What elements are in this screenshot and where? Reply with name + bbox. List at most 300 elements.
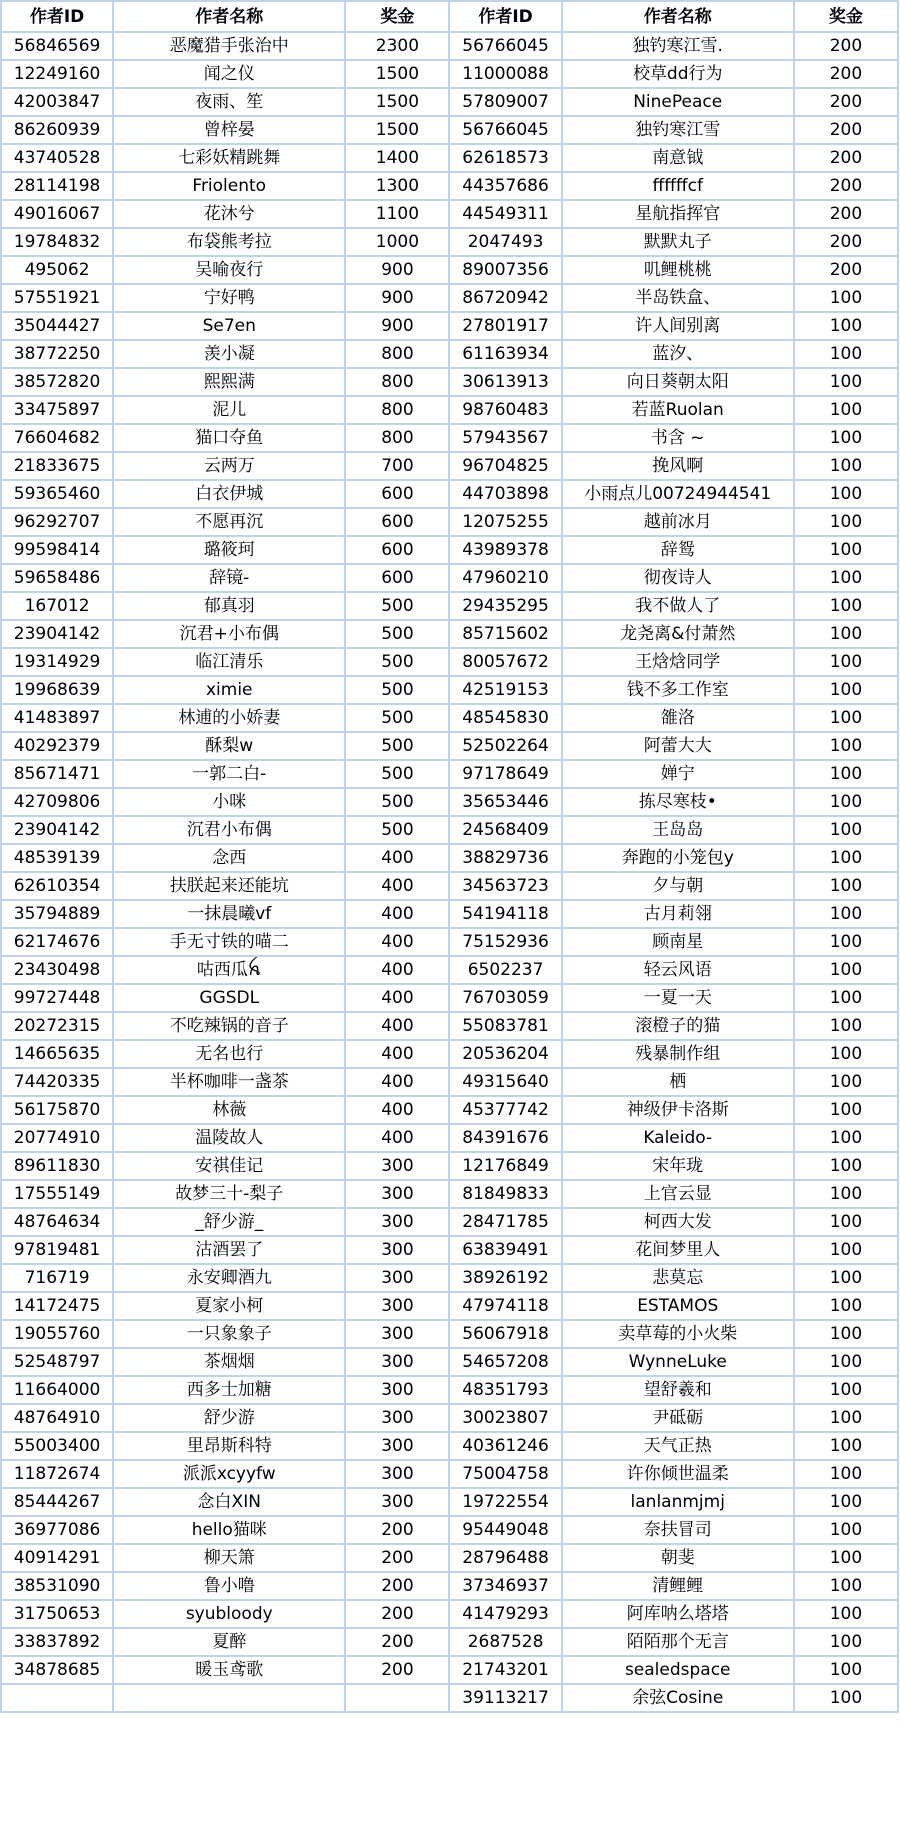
author-id-cell: 28114198	[1, 172, 113, 200]
author-id-cell: 35653446	[449, 788, 561, 816]
prize-cell: 100	[794, 284, 898, 312]
author-name-cell: 酥梨w	[113, 732, 345, 760]
author-name-cell: Friolento	[113, 172, 345, 200]
author-name-cell: 婵宁	[562, 760, 794, 788]
author-name-cell: 温陵故人	[113, 1124, 345, 1152]
author-id-cell: 2047493	[449, 228, 561, 256]
prize-cell: 1400	[345, 144, 449, 172]
author-name-cell: 璐筱珂	[113, 536, 345, 564]
prize-cell: 300	[345, 1320, 449, 1348]
author-id-cell: 27801917	[449, 312, 561, 340]
author-id-cell: 98760483	[449, 396, 561, 424]
table-row	[1, 816, 898, 844]
author-id-cell: 21743201	[449, 1656, 561, 1684]
prize-cell: 400	[345, 844, 449, 872]
table-row	[1, 480, 898, 508]
prize-cell: 200	[794, 60, 898, 88]
prize-cell: 100	[794, 480, 898, 508]
author-name-cell: 雒洛	[562, 704, 794, 732]
author-name-cell: 南意钺	[562, 144, 794, 172]
prize-cell: 600	[345, 480, 449, 508]
prize-cell: 200	[345, 1628, 449, 1656]
author-name-cell: 柯西大发	[562, 1208, 794, 1236]
author-name-cell: 望舒羲和	[562, 1376, 794, 1404]
prize-cell: 100	[794, 732, 898, 760]
author-id-cell: 11872674	[1, 1460, 113, 1488]
author-name-cell: 云两万	[113, 452, 345, 480]
author-name-cell: 安祺佳记	[113, 1152, 345, 1180]
author-id-cell: 38829736	[449, 844, 561, 872]
author-id-cell: 19968639	[1, 676, 113, 704]
author-name-cell: 吴喻夜行	[113, 256, 345, 284]
author-name-cell: 手无寸铁的喵二	[113, 928, 345, 956]
author-name-cell: 曾梓晏	[113, 116, 345, 144]
author-id-cell: 2687528	[449, 1628, 561, 1656]
author-id-cell: 95449048	[449, 1516, 561, 1544]
author-name-cell: _舒少游_	[113, 1208, 345, 1236]
table-row	[1, 200, 898, 228]
table-row	[1, 340, 898, 368]
author-name-cell: 西多士加糖	[113, 1376, 345, 1404]
prize-cell: 200	[345, 1572, 449, 1600]
author-name-cell: ximie	[113, 676, 345, 704]
author-name-cell: 尹砥砺	[562, 1404, 794, 1432]
author-name-cell: 栖	[562, 1068, 794, 1096]
table-row	[1, 844, 898, 872]
table-row	[1, 928, 898, 956]
header-prize: 奖金	[794, 1, 898, 32]
author-id-cell: 716719	[1, 1264, 113, 1292]
author-id-cell: 42709806	[1, 788, 113, 816]
author-id-cell: 41479293	[449, 1600, 561, 1628]
header-author-id: 作者ID	[1, 1, 113, 32]
author-id-cell: 35794889	[1, 900, 113, 928]
prize-cell: 100	[794, 1096, 898, 1124]
author-id-cell: 30023807	[449, 1404, 561, 1432]
author-id-cell: 52502264	[449, 732, 561, 760]
author-id-cell: 19314929	[1, 648, 113, 676]
author-name-cell: 永安卿酒九	[113, 1264, 345, 1292]
prize-cell: 900	[345, 312, 449, 340]
author-id-cell: 20272315	[1, 1012, 113, 1040]
author-id-cell: 14172475	[1, 1292, 113, 1320]
table-row	[1, 144, 898, 172]
table-row	[1, 60, 898, 88]
table-row	[1, 1432, 898, 1460]
prize-cell: 200	[794, 88, 898, 116]
author-id-cell: 57809007	[449, 88, 561, 116]
table-row	[1, 1124, 898, 1152]
author-id-cell: 97819481	[1, 1236, 113, 1264]
author-id-cell: 89611830	[1, 1152, 113, 1180]
prize-cell: 200	[345, 1516, 449, 1544]
author-name-cell: 不愿再沉	[113, 508, 345, 536]
author-name-cell: 恶魔猎手张治中	[113, 32, 345, 60]
author-id-cell: 81849833	[449, 1180, 561, 1208]
table-row	[1, 760, 898, 788]
author-name-cell: 咕西瓜ꫝ	[113, 956, 345, 984]
table-row	[1, 1684, 898, 1712]
prize-cell: 800	[345, 396, 449, 424]
table-row	[1, 1320, 898, 1348]
author-name-cell: 念白XIN	[113, 1488, 345, 1516]
table-row	[1, 284, 898, 312]
author-id-cell: 40914291	[1, 1544, 113, 1572]
author-name-cell: 花沐兮	[113, 200, 345, 228]
author-id-cell: 55083781	[449, 1012, 561, 1040]
author-id-cell: 31750653	[1, 1600, 113, 1628]
author-id-cell: 44357686	[449, 172, 561, 200]
author-id-cell: 39113217	[449, 1684, 561, 1712]
author-id-cell: 75004758	[449, 1460, 561, 1488]
author-name-cell: 半岛铁盒、	[562, 284, 794, 312]
prize-cell: 100	[794, 1264, 898, 1292]
author-id-cell: 97178649	[449, 760, 561, 788]
prize-cell: 300	[345, 1432, 449, 1460]
author-id-cell: 12176849	[449, 1152, 561, 1180]
author-id-cell: 23904142	[1, 816, 113, 844]
author-id-cell: 48351793	[449, 1376, 561, 1404]
table-row	[1, 872, 898, 900]
author-id-cell: 38926192	[449, 1264, 561, 1292]
prize-cell: 400	[345, 872, 449, 900]
author-id-cell: 44549311	[449, 200, 561, 228]
table-row	[1, 592, 898, 620]
author-id-cell: 24568409	[449, 816, 561, 844]
author-id-cell: 54194118	[449, 900, 561, 928]
table-row	[1, 1460, 898, 1488]
prize-cell: 200	[794, 116, 898, 144]
author-id-cell: 19722554	[449, 1488, 561, 1516]
table-row	[1, 116, 898, 144]
author-id-cell: 86260939	[1, 116, 113, 144]
author-id-cell: 21833675	[1, 452, 113, 480]
table-row	[1, 1544, 898, 1572]
author-name-cell: 夜雨、笙	[113, 88, 345, 116]
author-name-cell: 无名也行	[113, 1040, 345, 1068]
prize-cell: 200	[345, 1656, 449, 1684]
prize-cell: 100	[794, 592, 898, 620]
author-id-cell: 45377742	[449, 1096, 561, 1124]
prize-cell: 1100	[345, 200, 449, 228]
author-name-cell: Se7en	[113, 312, 345, 340]
author-id-cell: 61163934	[449, 340, 561, 368]
author-name-cell: 羡小凝	[113, 340, 345, 368]
author-id-cell: 30613913	[449, 368, 561, 396]
author-id-cell: 99727448	[1, 984, 113, 1012]
prize-cell: 300	[345, 1152, 449, 1180]
prize-cell: 400	[345, 1096, 449, 1124]
table-row	[1, 172, 898, 200]
table-row	[1, 228, 898, 256]
author-id-cell: 43740528	[1, 144, 113, 172]
author-id-cell: 62618573	[449, 144, 561, 172]
prize-cell: 300	[345, 1376, 449, 1404]
prize-cell: 100	[794, 368, 898, 396]
author-name-cell: 闻之仪	[113, 60, 345, 88]
prize-cell: 300	[345, 1264, 449, 1292]
prize-cell: 100	[794, 340, 898, 368]
table-row	[1, 256, 898, 284]
author-id-cell: 19784832	[1, 228, 113, 256]
prize-cell: 100	[794, 760, 898, 788]
author-id-cell: 96292707	[1, 508, 113, 536]
author-name-cell: hello猫咪	[113, 1516, 345, 1544]
author-id-cell: 20536204	[449, 1040, 561, 1068]
author-name-cell: ESTAMOS	[562, 1292, 794, 1320]
author-name-cell: 默默丸子	[562, 228, 794, 256]
author-name-cell: 夕与朝	[562, 872, 794, 900]
author-id-cell: 34878685	[1, 1656, 113, 1684]
prize-cell: 800	[345, 424, 449, 452]
author-name-cell: 猫口夺鱼	[113, 424, 345, 452]
prize-cell: 200	[794, 200, 898, 228]
author-id-cell: 62610354	[1, 872, 113, 900]
author-id-cell: 76703059	[449, 984, 561, 1012]
author-id-cell: 38572820	[1, 368, 113, 396]
author-name-cell: 天气正热	[562, 1432, 794, 1460]
prize-cell: 500	[345, 592, 449, 620]
table-row	[1, 676, 898, 704]
author-id-cell: 23430498	[1, 956, 113, 984]
prize-cell: 100	[794, 984, 898, 1012]
author-id-cell: 41483897	[1, 704, 113, 732]
prize-cell: 900	[345, 284, 449, 312]
prize-cell: 1500	[345, 60, 449, 88]
author-name-cell: 布袋熊考拉	[113, 228, 345, 256]
author-id-cell: 54657208	[449, 1348, 561, 1376]
author-name-cell	[113, 1684, 345, 1712]
prize-cell: 100	[794, 452, 898, 480]
author-name-cell: 王焓焓同学	[562, 648, 794, 676]
author-name-cell: 舒少游	[113, 1404, 345, 1432]
prize-cell: 100	[794, 1068, 898, 1096]
author-name-cell: 奔跑的小笼包y	[562, 844, 794, 872]
table-row	[1, 1600, 898, 1628]
author-id-cell: 36977086	[1, 1516, 113, 1544]
author-name-cell: 熙熙满	[113, 368, 345, 396]
author-name-cell: GGSDL	[113, 984, 345, 1012]
author-name-cell: 泥儿	[113, 396, 345, 424]
author-id-cell: 56067918	[449, 1320, 561, 1348]
prize-cell: 100	[794, 1292, 898, 1320]
prize-cell: 300	[345, 1236, 449, 1264]
author-id-cell: 62174676	[1, 928, 113, 956]
table-row	[1, 1040, 898, 1068]
prize-cell: 300	[345, 1208, 449, 1236]
table-row	[1, 984, 898, 1012]
table-row	[1, 396, 898, 424]
author-name-cell: 拣尽寒枝•	[562, 788, 794, 816]
author-id-cell: 40292379	[1, 732, 113, 760]
author-name-cell: 一只象象子	[113, 1320, 345, 1348]
author-name-cell: 柳天箫	[113, 1544, 345, 1572]
prize-cell: 1300	[345, 172, 449, 200]
table-row	[1, 1152, 898, 1180]
prize-cell: 100	[794, 844, 898, 872]
table-row	[1, 1516, 898, 1544]
author-name-cell: 蓝汐、	[562, 340, 794, 368]
author-name-cell: 临江清乐	[113, 648, 345, 676]
table-body	[1, 32, 898, 1712]
prize-cell: 900	[345, 256, 449, 284]
author-name-cell: 扶朕起来还能坑	[113, 872, 345, 900]
prize-cell: 100	[794, 1460, 898, 1488]
author-id-cell: 57551921	[1, 284, 113, 312]
table-row	[1, 1628, 898, 1656]
author-name-cell: 余弦Cosine	[562, 1684, 794, 1712]
table-row	[1, 900, 898, 928]
prize-cell: 200	[794, 172, 898, 200]
prize-cell: 100	[794, 872, 898, 900]
author-id-cell: 40361246	[449, 1432, 561, 1460]
prize-cell: 600	[345, 564, 449, 592]
prize-cell: 200	[794, 256, 898, 284]
author-id-cell: 48545830	[449, 704, 561, 732]
prize-cell: 100	[794, 1600, 898, 1628]
prize-cell: 100	[794, 1208, 898, 1236]
author-id-cell: 42519153	[449, 676, 561, 704]
author-name-cell: 星航指挥官	[562, 200, 794, 228]
author-id-cell: 47960210	[449, 564, 561, 592]
prize-cell: 400	[345, 1124, 449, 1152]
author-name-cell: 王岛岛	[562, 816, 794, 844]
table-row	[1, 1292, 898, 1320]
author-name-cell: 故梦三十-梨子	[113, 1180, 345, 1208]
table-row	[1, 732, 898, 760]
author-id-cell: 80057672	[449, 648, 561, 676]
author-id-cell: 38772250	[1, 340, 113, 368]
author-id-cell: 48764910	[1, 1404, 113, 1432]
author-name-cell: 派派xcyyfw	[113, 1460, 345, 1488]
table-row	[1, 32, 898, 60]
author-name-cell: 越前冰月	[562, 508, 794, 536]
table-row	[1, 1236, 898, 1264]
prize-cell: 100	[794, 1628, 898, 1656]
author-id-cell: 11000088	[449, 60, 561, 88]
prize-cell: 100	[794, 1236, 898, 1264]
author-id-cell: 17555149	[1, 1180, 113, 1208]
prize-cell: 100	[794, 396, 898, 424]
author-name-cell: 茶烟烟	[113, 1348, 345, 1376]
author-name-cell: 一夏一天	[562, 984, 794, 1012]
author-id-cell: 48539139	[1, 844, 113, 872]
prize-cell: 200	[794, 32, 898, 60]
author-id-cell: 43989378	[449, 536, 561, 564]
author-name-cell: 里昂斯科特	[113, 1432, 345, 1460]
author-id-cell: 96704825	[449, 452, 561, 480]
prize-cell: 100	[794, 676, 898, 704]
header-author-id: 作者ID	[449, 1, 561, 32]
author-name-cell: 滚橙子的猫	[562, 1012, 794, 1040]
prize-cell: 100	[794, 956, 898, 984]
table-row	[1, 564, 898, 592]
author-id-cell: 33475897	[1, 396, 113, 424]
table-row	[1, 620, 898, 648]
prize-cell: 100	[794, 1152, 898, 1180]
author-name-cell: 一郭二白-	[113, 760, 345, 788]
prize-cell: 400	[345, 1040, 449, 1068]
table-row	[1, 1264, 898, 1292]
prize-cell: 400	[345, 984, 449, 1012]
author-name-cell: lanlanmjmj	[562, 1488, 794, 1516]
author-name-cell: 挽风啊	[562, 452, 794, 480]
author-name-cell: ffffffcf	[562, 172, 794, 200]
author-id-cell: 56766045	[449, 32, 561, 60]
table-row	[1, 704, 898, 732]
author-name-cell: 龙尧离&付萧然	[562, 620, 794, 648]
table-row	[1, 956, 898, 984]
author-name-cell: 陌陌那个无言	[562, 1628, 794, 1656]
author-name-cell: 鲁小噜	[113, 1572, 345, 1600]
author-name-cell: 许你倾世温柔	[562, 1460, 794, 1488]
prize-cell: 400	[345, 1012, 449, 1040]
prize-cell: 500	[345, 760, 449, 788]
prize-cell: 500	[345, 788, 449, 816]
prize-cell: 2300	[345, 32, 449, 60]
table-row	[1, 648, 898, 676]
author-name-cell: 沉君+小布偶	[113, 620, 345, 648]
author-name-cell: 不吃辣锅的音子	[113, 1012, 345, 1040]
author-id-cell: 11664000	[1, 1376, 113, 1404]
prize-cell: 800	[345, 368, 449, 396]
prize-cell: 100	[794, 1348, 898, 1376]
prize-cell: 300	[345, 1180, 449, 1208]
table-row	[1, 1376, 898, 1404]
prize-cell: 500	[345, 648, 449, 676]
author-name-cell: 古月莉翎	[562, 900, 794, 928]
author-id-cell: 42003847	[1, 88, 113, 116]
prize-cell: 100	[794, 900, 898, 928]
prize-cell: 500	[345, 676, 449, 704]
author-name-cell: 卖草莓的小火柴	[562, 1320, 794, 1348]
author-id-cell: 23904142	[1, 620, 113, 648]
table-row	[1, 508, 898, 536]
prize-cell: 100	[794, 1516, 898, 1544]
table-row	[1, 1208, 898, 1236]
author-id-cell: 85671471	[1, 760, 113, 788]
author-name-cell: 林薇	[113, 1096, 345, 1124]
author-id-cell: 47974118	[449, 1292, 561, 1320]
author-id-cell: 44703898	[449, 480, 561, 508]
author-name-cell: 小咪	[113, 788, 345, 816]
prize-cell: 100	[794, 1124, 898, 1152]
prize-cell: 400	[345, 1068, 449, 1096]
author-name-cell: 残暴制作组	[562, 1040, 794, 1068]
author-name-cell: 书含 ~	[562, 424, 794, 452]
author-name-cell: 白衣伊城	[113, 480, 345, 508]
author-name-cell: 夏醉	[113, 1628, 345, 1656]
prize-cell: 100	[794, 928, 898, 956]
table-row	[1, 788, 898, 816]
author-id-cell: 49016067	[1, 200, 113, 228]
author-name-cell: 神级伊卡洛斯	[562, 1096, 794, 1124]
author-name-cell: 若蓝Ruolan	[562, 396, 794, 424]
table-row	[1, 312, 898, 340]
author-id-cell: 63839491	[449, 1236, 561, 1264]
prize-cell: 100	[794, 1040, 898, 1068]
prize-cell: 400	[345, 956, 449, 984]
prize-cell: 100	[794, 536, 898, 564]
author-name-cell: 一抹晨曦vf	[113, 900, 345, 928]
prize-cell: 200	[794, 144, 898, 172]
author-name-cell: sealedspace	[562, 1656, 794, 1684]
author-name-cell: 独钓寒江雪	[562, 116, 794, 144]
table-row	[1, 1012, 898, 1040]
author-id-cell: 12075255	[449, 508, 561, 536]
prize-cell: 600	[345, 536, 449, 564]
table-row	[1, 424, 898, 452]
